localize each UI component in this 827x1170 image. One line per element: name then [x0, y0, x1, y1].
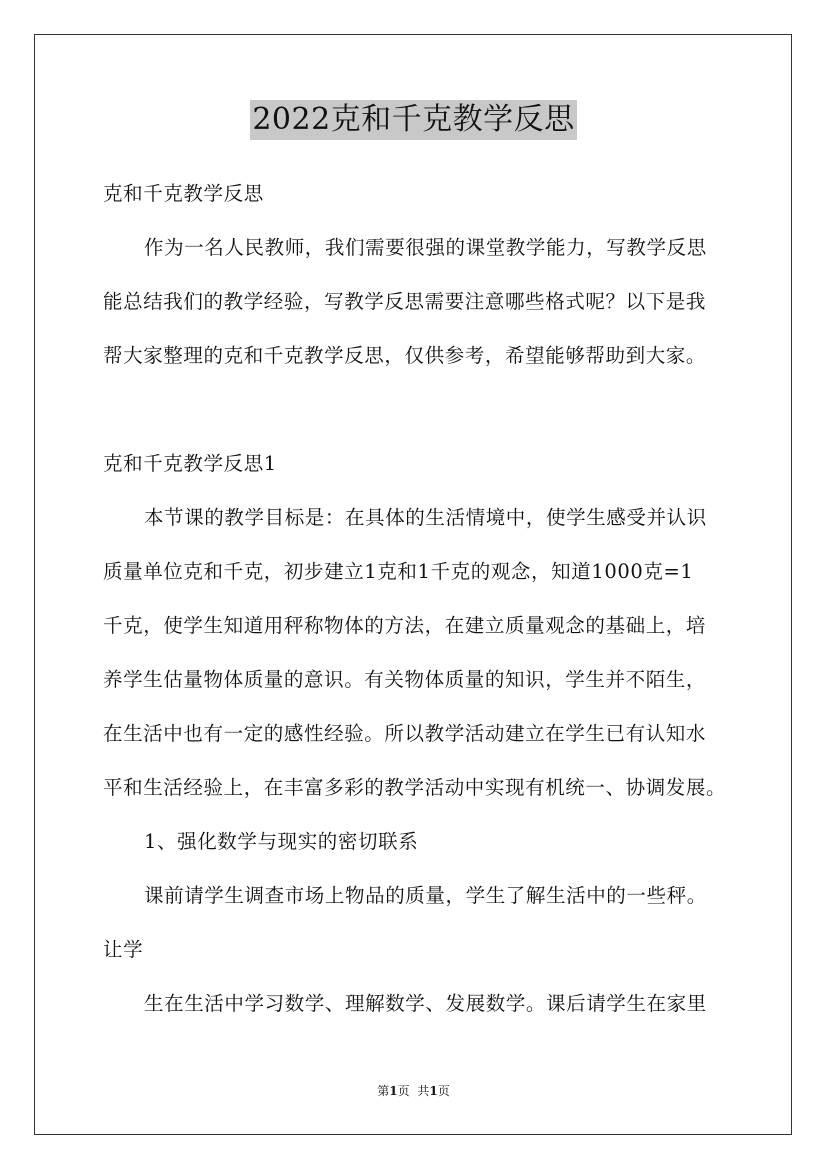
- page-suffix: 页: [397, 1084, 410, 1098]
- paragraph-line: 千克，使学生知道用秤称物体的方法，在建立质量观念的基础上，培: [103, 614, 707, 637]
- paragraph-line: 让学: [103, 938, 144, 961]
- total-pages: 1: [429, 1084, 438, 1098]
- page-number: 1: [389, 1084, 398, 1098]
- subsection-heading: 1、强化数学与现实的密切联系: [144, 830, 419, 853]
- document-body: [103, 174, 743, 1038]
- total-suffix: 页: [437, 1084, 450, 1098]
- paragraph-line: 在生活中也有一定的感性经验。所以教学活动建立在学生已有认知水: [103, 722, 707, 745]
- paragraph-line: 质量单位克和千克，初步建立1克和1千克的观念，知道1000克=1: [103, 560, 694, 583]
- paragraph-gap: [103, 390, 743, 444]
- paragraph-line: 本节课的教学目标是：在具体的生活情境中，使学生感受并认识: [144, 506, 707, 529]
- paragraph-line: 作为一名人民教师，我们需要很强的课堂教学能力，写教学反思: [144, 236, 707, 259]
- paragraph-line: 帮大家整理的克和千克教学反思，仅供参考，希望能够帮助到大家。: [103, 344, 707, 367]
- page-prefix: 第: [377, 1084, 390, 1098]
- page-footer: [0, 1083, 827, 1099]
- paragraph-line: 生在生活中学习数学、理解数学、发展数学。课后请学生在家里: [144, 992, 707, 1015]
- paragraph-line: 能总结我们的教学经验，写教学反思需要注意哪些格式呢？以下是我: [103, 290, 707, 313]
- paragraph-line: 课前请学生调查市场上物品的质量，学生了解生活中的一些秤。: [144, 884, 707, 907]
- title-container: [0, 100, 827, 140]
- paragraph-line: 养学生估量物体质量的意识。有关物体质量的知识，学生并不陌生，: [103, 668, 707, 691]
- document-title: 2022克和千克教学反思: [250, 100, 576, 140]
- total-prefix: 共: [417, 1084, 430, 1098]
- section-heading: 克和千克教学反思1: [103, 452, 277, 475]
- section-heading: 克和千克教学反思: [103, 182, 264, 205]
- paragraph-line: 平和生活经验上，在丰富多彩的教学活动中实现有机统一、协调发展。: [103, 776, 727, 799]
